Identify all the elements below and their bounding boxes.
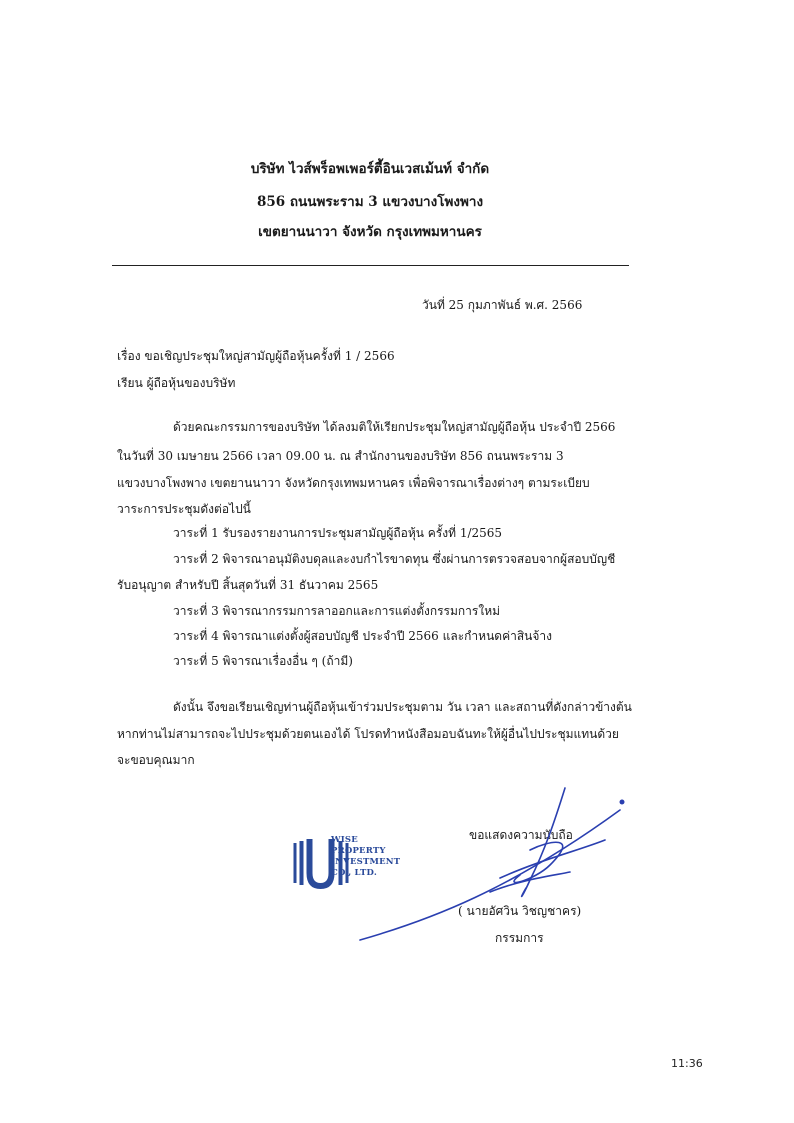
agenda-item: วาระที่ 4 พิจารณาแต่งตั้งผู้สอบบัญชี ประจำปี 2566 และกำหนดค่าสินจ้าง xyxy=(173,629,552,643)
header-divider xyxy=(112,265,629,266)
closing-line: จะขอบคุณมาก xyxy=(117,753,195,767)
agenda-item-continuation: รับอนุญาต สำหรับปี สิ้นสุดวันที่ 31 ธันวาคม 2565 xyxy=(117,578,379,592)
letter-subject: เรื่อง ขอเชิญประชุมใหญ่สามัญผู้ถือหุ้นครั้งที่ 1 / 2566 xyxy=(117,349,395,363)
signature-regards: ขอแสดงความนับถือ xyxy=(469,828,573,842)
company-stamp-text: WISE PROPERTY INVESTMENT CO., LTD. xyxy=(331,835,401,878)
agenda-item: วาระที่ 5 พิจารณาเรื่องอื่น ๆ (ถ้ามี) xyxy=(173,654,353,668)
signatory-name: ( นายอัศวิน วิชญชาคร) xyxy=(458,904,582,918)
agenda-item: วาระที่ 2 พิจารณาอนุมัติงบดุลและงบกำไรขาดทุน ซึ่งผ่านการตรวจสอบจากผู้สอบบัญชี xyxy=(173,552,616,566)
closing-line: หากท่านไม่สามารถจะไปประชุมด้วยตนเองได้ โปรดทำหนังสือมอบฉันทะให้ผู้อื่นไปประชุมแทนด้วย xyxy=(117,727,619,741)
intro-line: ในวันที่ 30 เมษายน 2566 เวลา 09.00 น. ณ สำนักงานของบริษัท 856 ถนนพระราม 3 xyxy=(117,449,564,463)
company-name: บริษัท ไวส์พร็อพเพอร์ตี้อินเวสเม้นท์ จำกัด xyxy=(250,161,490,177)
handwritten-signature-icon xyxy=(350,780,640,950)
agenda-item: วาระที่ 1 รับรองรายงานการประชุมสามัญผู้ถือหุ้น ครั้งที่ 1/2565 xyxy=(173,526,503,540)
letter-recipient: เรียน ผู้ถือหุ้นของบริษัท xyxy=(117,376,236,390)
closing-line: ดังนั้น จึงขอเรียนเชิญท่านผู้ถือหุ้นเข้าร่วมประชุมตาม วัน เวลา และสถานที่ดังกล่าวข้างต้น xyxy=(173,700,632,714)
signatory-title: กรรมการ xyxy=(495,931,544,945)
intro-line: วาระการประชุมดังต่อไปนี้ xyxy=(117,502,251,516)
letter-date: วันที่ 25 กุมภาพันธ์ พ.ศ. 2566 xyxy=(422,298,583,312)
footer-time: 11:36 xyxy=(671,1057,703,1070)
intro-line: แขวงบางโพงพาง เขตยานนาวา จังหวัดกรุงเทพมหานคร เพื่อพิจารณาเรื่องต่างๆ ตามระเบียบ xyxy=(117,476,590,490)
intro-line: ด้วยคณะกรรมการของบริษัท ได้ลงมติให้เรียกประชุมใหญ่สามัญผู้ถือหุ้น ประจำปี 2566 xyxy=(173,420,616,434)
company-address-line2: เขตยานนาวา จังหวัด กรุงเทพมหานคร xyxy=(258,224,482,240)
company-address-line1: 856 ถนนพระราม 3 แขวงบางโพงพาง xyxy=(256,194,484,210)
agenda-item: วาระที่ 3 พิจารณากรรมการลาออกและการแต่งตั้งกรรมการใหม่ xyxy=(173,604,501,618)
